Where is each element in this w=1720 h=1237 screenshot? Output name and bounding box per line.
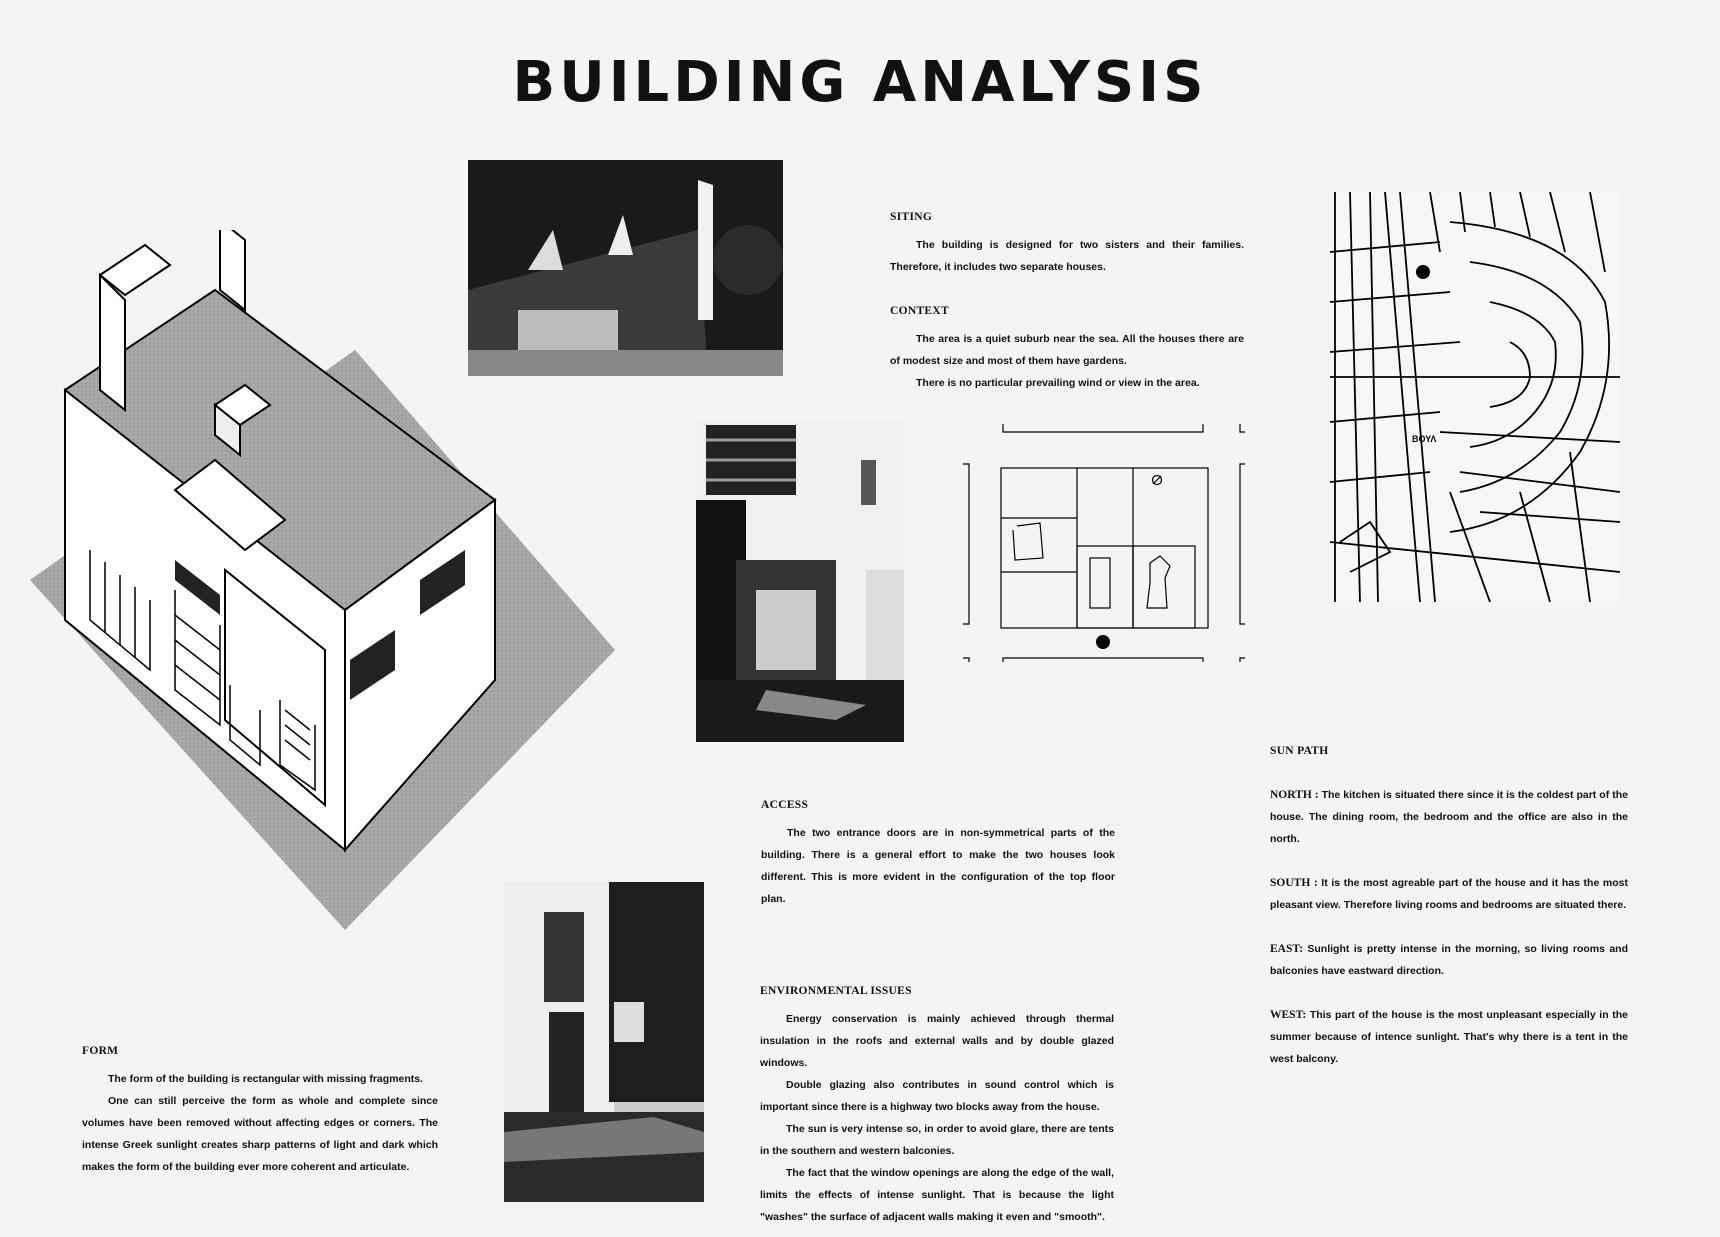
photo-upper-facade: [468, 160, 783, 376]
west-text: This part of the house is the most unpleasant especially in the summer because of intence sunlight. That's why there is a tent in the west balcony.: [1270, 1009, 1628, 1065]
environmental-text-4: The fact that the window openings are along the edge of the wall, limits the effects of intense sunlight. That is because the light "washes" the surface of adjacent walls making it even and "smooth".: [760, 1167, 1114, 1223]
sunpath-south: [1270, 872, 1628, 916]
map-label: ΒΟΥΛ: [1412, 434, 1437, 444]
environmental-section: [760, 980, 1114, 1228]
north-text: The kitchen is situated there since it is the coldest part of the house. The dining room, the bedroom and the office are also in the north.: [1270, 789, 1628, 845]
sunpath-east: [1270, 938, 1628, 982]
form-text-2: One can still perceive the form as whole and complete since volumes have been removed without affecting edges or corners. The intense Greek sunlight creates sharp patterns of light and dark which makes the form of the building ever more coherent and articulate.: [82, 1095, 438, 1173]
form-text-1: The form of the building is rectangular with missing fragments.: [108, 1073, 424, 1085]
form-section: [82, 1040, 438, 1178]
street-map: [1330, 192, 1620, 602]
south-label: SOUTH :: [1270, 877, 1318, 889]
context-heading: CONTEXT: [890, 305, 949, 317]
context-text-1: The area is a quiet suburb near the sea. All the houses there are of modest size and most of them have gardens.: [890, 333, 1244, 367]
environmental-text-3: The sun is very intense so, in order to avoid glare, there are tents in the southern and western balconies.: [760, 1123, 1114, 1157]
sunpath-north: [1270, 784, 1628, 850]
east-label: EAST:: [1270, 943, 1304, 955]
page-title: BUILDING ANALYSIS: [512, 50, 1208, 115]
environmental-heading: ENVIRONMENTAL ISSUES: [760, 985, 912, 997]
west-label: WEST:: [1270, 1009, 1307, 1021]
east-text: Sunlight is pretty intense in the morning, so living rooms and balconies have eastward direction.: [1270, 943, 1628, 977]
south-text: It is the most agreable part of the house and it has the most pleasant view. Therefore living rooms and bedrooms are situated there.: [1270, 877, 1628, 911]
access-section: [761, 794, 1115, 910]
sunpath-west: [1270, 1004, 1628, 1070]
environmental-text-1: Energy conservation is mainly achieved through thermal insulation in the roofs and external walls and by double glazed windows.: [760, 1013, 1114, 1069]
form-heading: FORM: [82, 1045, 119, 1057]
sunpath-section: [1270, 740, 1628, 1070]
access-heading: ACCESS: [761, 799, 809, 811]
photo-entrance: [504, 882, 704, 1202]
north-label: NORTH :: [1270, 789, 1319, 801]
access-text: The two entrance doors are in non-symmetrical parts of the building. There is a general effort to make the two houses look different. This is more evident in the configuration of the top floor plan.: [761, 827, 1115, 905]
environmental-text-2: Double glazing also contributes in sound control which is important since there is a highway two blocks away from the house.: [760, 1079, 1114, 1113]
sunpath-heading: SUN PATH: [1270, 745, 1329, 757]
siting-heading: SITING: [890, 211, 933, 223]
photo-interior: [696, 420, 904, 742]
site-plan: [955, 418, 1245, 668]
context-section: [890, 300, 1244, 394]
siting-section: [890, 206, 1244, 278]
context-text-2: There is no particular prevailing wind or view in the area.: [916, 377, 1200, 389]
siting-text: The building is designed for two sisters and their families. Therefore, it includes two separate houses.: [890, 239, 1244, 273]
